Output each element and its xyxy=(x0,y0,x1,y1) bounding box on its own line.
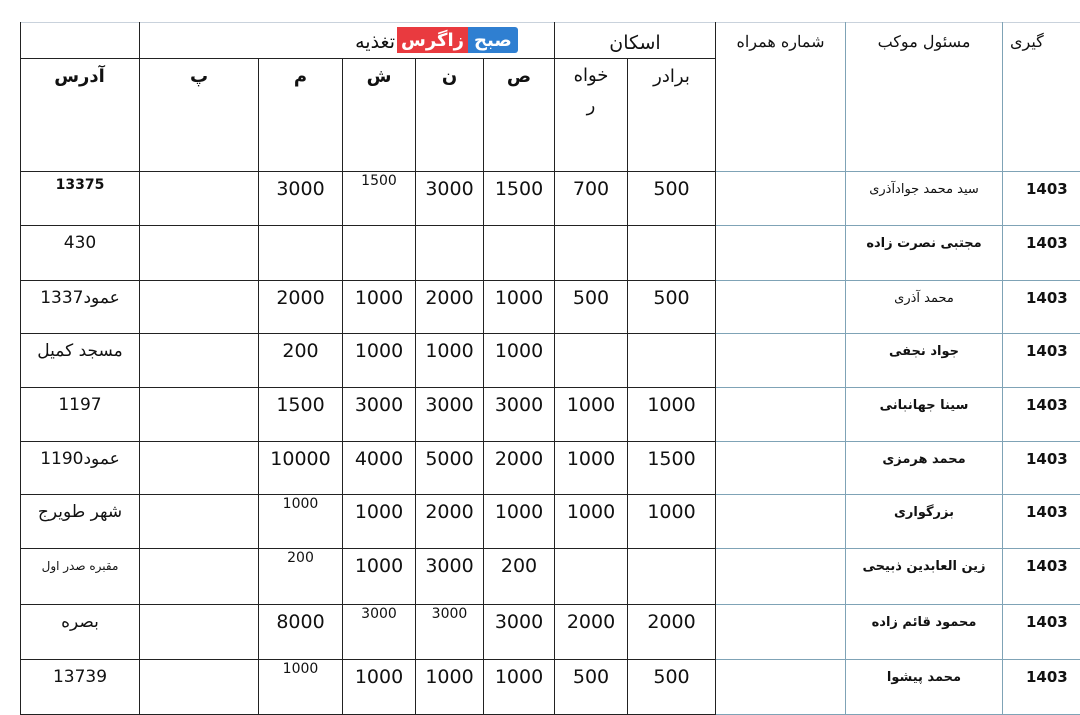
cell-address: بصره xyxy=(61,612,99,632)
cell-sh: 1000 xyxy=(354,555,404,577)
cell-sh: 1500 xyxy=(361,173,397,189)
cell-m: 200 xyxy=(287,550,314,566)
cell-date: 1403 xyxy=(1026,289,1068,307)
cell-baradar xyxy=(628,550,715,582)
header-bottom-line xyxy=(556,58,716,59)
cell-sh xyxy=(343,227,415,259)
logo-red-part: زاگرس xyxy=(397,27,468,53)
header-responsible: مسئول موکب xyxy=(877,31,971,51)
cell-s: 1000 xyxy=(494,666,544,688)
cell-name: زین العابدین ذبیحی xyxy=(862,558,986,574)
row-line xyxy=(20,280,716,281)
subheader-s: ص xyxy=(506,65,532,87)
cell-khahar: 1000 xyxy=(566,501,616,523)
row-line xyxy=(20,494,716,495)
row-line-light xyxy=(716,659,1080,660)
cell-address: شهر طویرج xyxy=(37,502,123,522)
cell-p xyxy=(140,335,258,367)
row-line-light xyxy=(716,387,1080,388)
cell-baradar: 500 xyxy=(653,666,690,688)
row-line-light xyxy=(716,494,1080,495)
cell-s xyxy=(484,227,554,259)
cell-khahar xyxy=(555,227,627,259)
cell-khahar xyxy=(555,335,627,367)
row-line xyxy=(20,604,716,605)
row-line-light xyxy=(716,280,1080,281)
cell-date: 1403 xyxy=(1026,342,1068,360)
logo-blue-part: صبح xyxy=(468,27,518,53)
cell-phone xyxy=(716,550,845,582)
subheader-address: آدرس xyxy=(54,65,105,87)
cell-khahar: 1000 xyxy=(566,394,616,416)
cell-address: عمود1190 xyxy=(40,449,120,469)
column-line-light xyxy=(1002,22,1003,715)
row-line xyxy=(20,225,716,226)
sobh-zagros-logo xyxy=(397,27,518,53)
cell-name: محمد هرمزی xyxy=(882,451,966,467)
row-line-light xyxy=(716,225,1080,226)
cell-s: 1000 xyxy=(494,340,544,362)
row-line-light xyxy=(716,604,1080,605)
cell-phone xyxy=(716,606,845,638)
subheader-p: پ xyxy=(189,65,209,87)
cell-p xyxy=(140,443,258,475)
cell-n xyxy=(416,227,483,259)
cell-n: 3000 xyxy=(425,555,474,577)
cell-baradar xyxy=(628,335,715,367)
cell-m: 8000 xyxy=(276,611,325,633)
cell-m: 10000 xyxy=(270,448,331,470)
cell-phone xyxy=(716,227,845,259)
cell-s: 1000 xyxy=(494,287,544,309)
cell-n: 1000 xyxy=(425,340,474,362)
cell-m: 1000 xyxy=(282,661,319,677)
cell-s: 3000 xyxy=(494,611,544,633)
cell-date: 1403 xyxy=(1026,450,1068,468)
cell-sh: 1000 xyxy=(354,666,404,688)
cell-p xyxy=(140,389,258,421)
cell-khahar: 700 xyxy=(572,178,610,200)
cell-p xyxy=(140,173,258,205)
row-line xyxy=(20,441,716,442)
cell-date: 1403 xyxy=(1026,668,1068,686)
cell-sh: 3000 xyxy=(354,394,404,416)
cell-khahar: 1000 xyxy=(566,448,616,470)
cell-address: مقبره صدر اول xyxy=(41,559,119,573)
cell-sh: 4000 xyxy=(354,448,404,470)
cell-address: 430 xyxy=(63,233,97,253)
cell-phone xyxy=(716,443,845,475)
cell-n: 2000 xyxy=(425,501,474,523)
row-line-light xyxy=(716,441,1080,442)
cell-m: 200 xyxy=(282,340,319,362)
cell-sh: 3000 xyxy=(361,606,397,622)
cell-p xyxy=(140,661,258,693)
cell-p xyxy=(140,227,258,259)
cell-s: 2000 xyxy=(494,448,544,470)
cell-date: 1403 xyxy=(1026,503,1068,521)
header-date: گیری xyxy=(1010,31,1044,51)
cell-name: مجتبی نصرت زاده xyxy=(866,235,982,251)
cell-address: مسجد کمیل xyxy=(37,341,123,361)
cell-n: 5000 xyxy=(425,448,474,470)
cell-baradar: 1000 xyxy=(647,394,696,416)
cell-name: محمد آذری xyxy=(894,290,954,306)
cell-baradar: 500 xyxy=(653,178,690,200)
cell-baradar xyxy=(628,227,715,259)
row-line-light xyxy=(716,548,1080,549)
cell-date: 1403 xyxy=(1026,180,1068,198)
cell-phone xyxy=(716,173,845,205)
cell-date: 1403 xyxy=(1026,234,1068,252)
cell-n: 3000 xyxy=(431,606,468,622)
cell-date: 1403 xyxy=(1026,613,1068,631)
cell-khahar xyxy=(555,550,627,582)
subheader-baradar: برادر xyxy=(653,65,690,87)
header-eskan: اسکان xyxy=(609,32,661,54)
cell-m: 3000 xyxy=(276,178,325,200)
header-bottom-line xyxy=(20,58,556,59)
row-line-light xyxy=(716,171,1080,172)
subheader-khahar-1: خواه xyxy=(573,64,609,86)
cell-phone xyxy=(716,282,845,314)
cell-khahar: 500 xyxy=(572,287,610,309)
cell-name: سینا جهانبانی xyxy=(879,397,969,413)
row-line xyxy=(20,333,716,334)
cell-address: 1197 xyxy=(58,395,102,415)
cell-n: 3000 xyxy=(425,178,474,200)
row-line xyxy=(20,659,716,660)
cell-name: محمد پیشوا xyxy=(886,669,962,685)
cell-address: 13739 xyxy=(52,667,108,687)
cell-n: 3000 xyxy=(425,394,474,416)
cell-phone xyxy=(716,661,845,693)
cell-m: 1000 xyxy=(282,496,319,512)
cell-m: 2000 xyxy=(276,287,325,309)
cell-name: سید محمد جوادآذری xyxy=(869,181,979,197)
subheader-n: ن xyxy=(441,65,458,87)
cell-p xyxy=(140,496,258,528)
cell-khahar: 500 xyxy=(572,666,610,688)
row-line xyxy=(20,387,716,388)
cell-date: 1403 xyxy=(1026,557,1068,575)
cell-baradar: 1000 xyxy=(647,501,696,523)
subheader-khahar-2: ر xyxy=(586,94,596,116)
cell-baradar: 1500 xyxy=(647,448,696,470)
cell-baradar: 500 xyxy=(653,287,690,309)
cell-n: 2000 xyxy=(425,287,474,309)
cell-date: 1403 xyxy=(1026,396,1068,414)
cell-sh: 1000 xyxy=(354,287,404,309)
cell-m: 1500 xyxy=(276,394,325,416)
subheader-m: م xyxy=(293,65,308,87)
cell-name: جواد نجفی xyxy=(889,343,959,359)
cell-n: 1000 xyxy=(425,666,474,688)
cell-sh: 1000 xyxy=(354,501,404,523)
cell-s: 1500 xyxy=(494,178,544,200)
sheet-top-border xyxy=(20,22,1080,23)
row-line-light xyxy=(716,333,1080,334)
cell-name: محمود قائم زاده xyxy=(871,614,977,630)
row-line xyxy=(20,548,716,549)
cell-baradar: 2000 xyxy=(647,611,696,633)
cell-phone xyxy=(716,335,845,367)
subheader-sh: ش xyxy=(366,65,392,87)
cell-khahar: 2000 xyxy=(566,611,616,633)
cell-sh: 1000 xyxy=(354,340,404,362)
cell-p xyxy=(140,606,258,638)
cell-s: 200 xyxy=(500,555,538,577)
cell-address: عمود1337 xyxy=(40,288,120,308)
cell-name: بزرگواری xyxy=(893,504,955,520)
row-line xyxy=(20,171,716,172)
cell-address: 13375 xyxy=(55,177,105,193)
cell-phone xyxy=(716,496,845,528)
cell-s: 3000 xyxy=(494,394,544,416)
cell-p xyxy=(140,282,258,314)
cell-p xyxy=(140,550,258,582)
cell-phone xyxy=(716,389,845,421)
cell-m xyxy=(259,227,342,259)
header-tagzie: تغذیه xyxy=(355,31,395,53)
cell-s: 1000 xyxy=(494,501,544,523)
header-phone: شماره همراه xyxy=(736,31,825,51)
